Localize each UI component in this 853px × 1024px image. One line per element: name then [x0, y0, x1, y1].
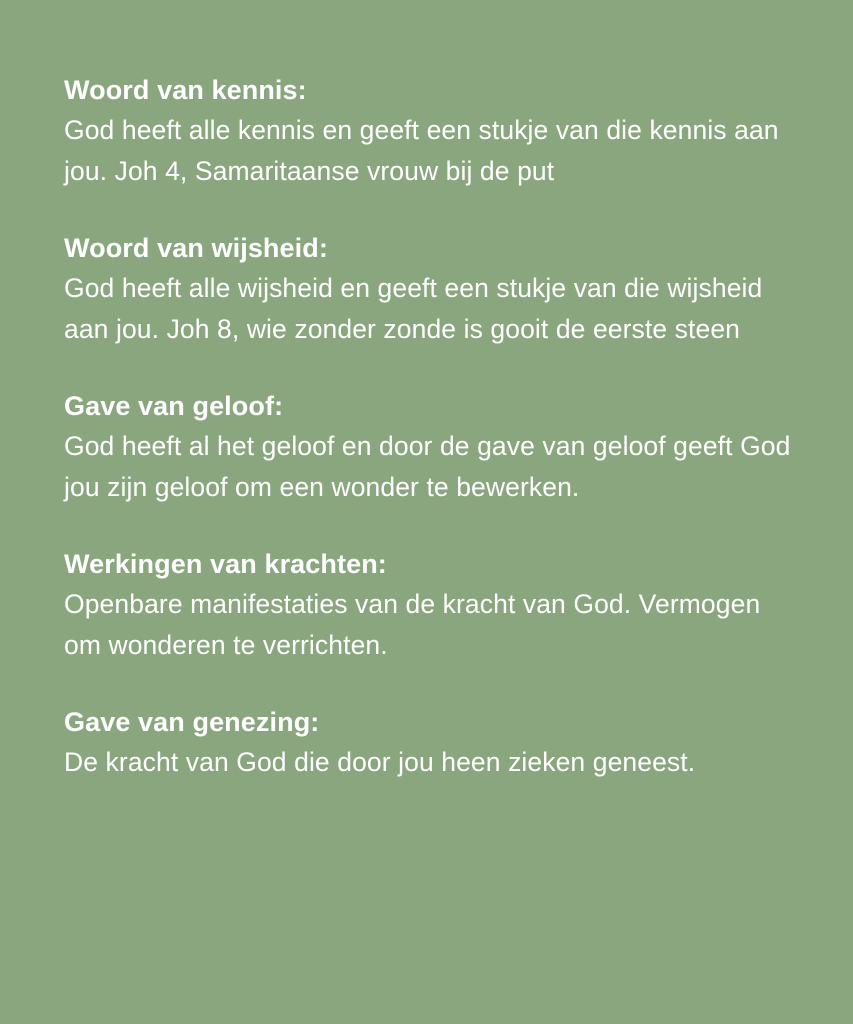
section-title: Woord van kennis: — [64, 75, 307, 105]
section-body: God heeft alle wijsheid en geeft een stukje van die wijsheid aan jou. Joh 8, wie zonder zonde is gooit de eerste steen — [64, 273, 763, 344]
section-title: Werkingen van krachten: — [64, 549, 387, 579]
section-title: Gave van genezing: — [64, 707, 320, 737]
section-woord-van-kennis — [64, 70, 813, 192]
section-title: Woord van wijsheid: — [64, 233, 328, 263]
section-gave-van-genezing — [64, 702, 813, 783]
section-body: God heeft alle kennis en geeft een stukje van die kennis aan jou. Joh 4, Samaritaanse vrouw bij de put — [64, 115, 779, 186]
section-body: God heeft al het geloof en door de gave van geloof geeft God jou zijn geloof om een wonder te bewerken. — [64, 431, 791, 502]
section-body: De kracht van God die door jou heen zieken geneest. — [64, 747, 696, 777]
section-woord-van-wijsheid — [64, 228, 813, 350]
section-body: Openbare manifestaties van de kracht van God. Vermogen om wonderen te verrichten. — [64, 589, 761, 660]
section-werkingen-van-krachten — [64, 544, 813, 666]
section-gave-van-geloof — [64, 386, 813, 508]
section-title: Gave van geloof: — [64, 391, 284, 421]
